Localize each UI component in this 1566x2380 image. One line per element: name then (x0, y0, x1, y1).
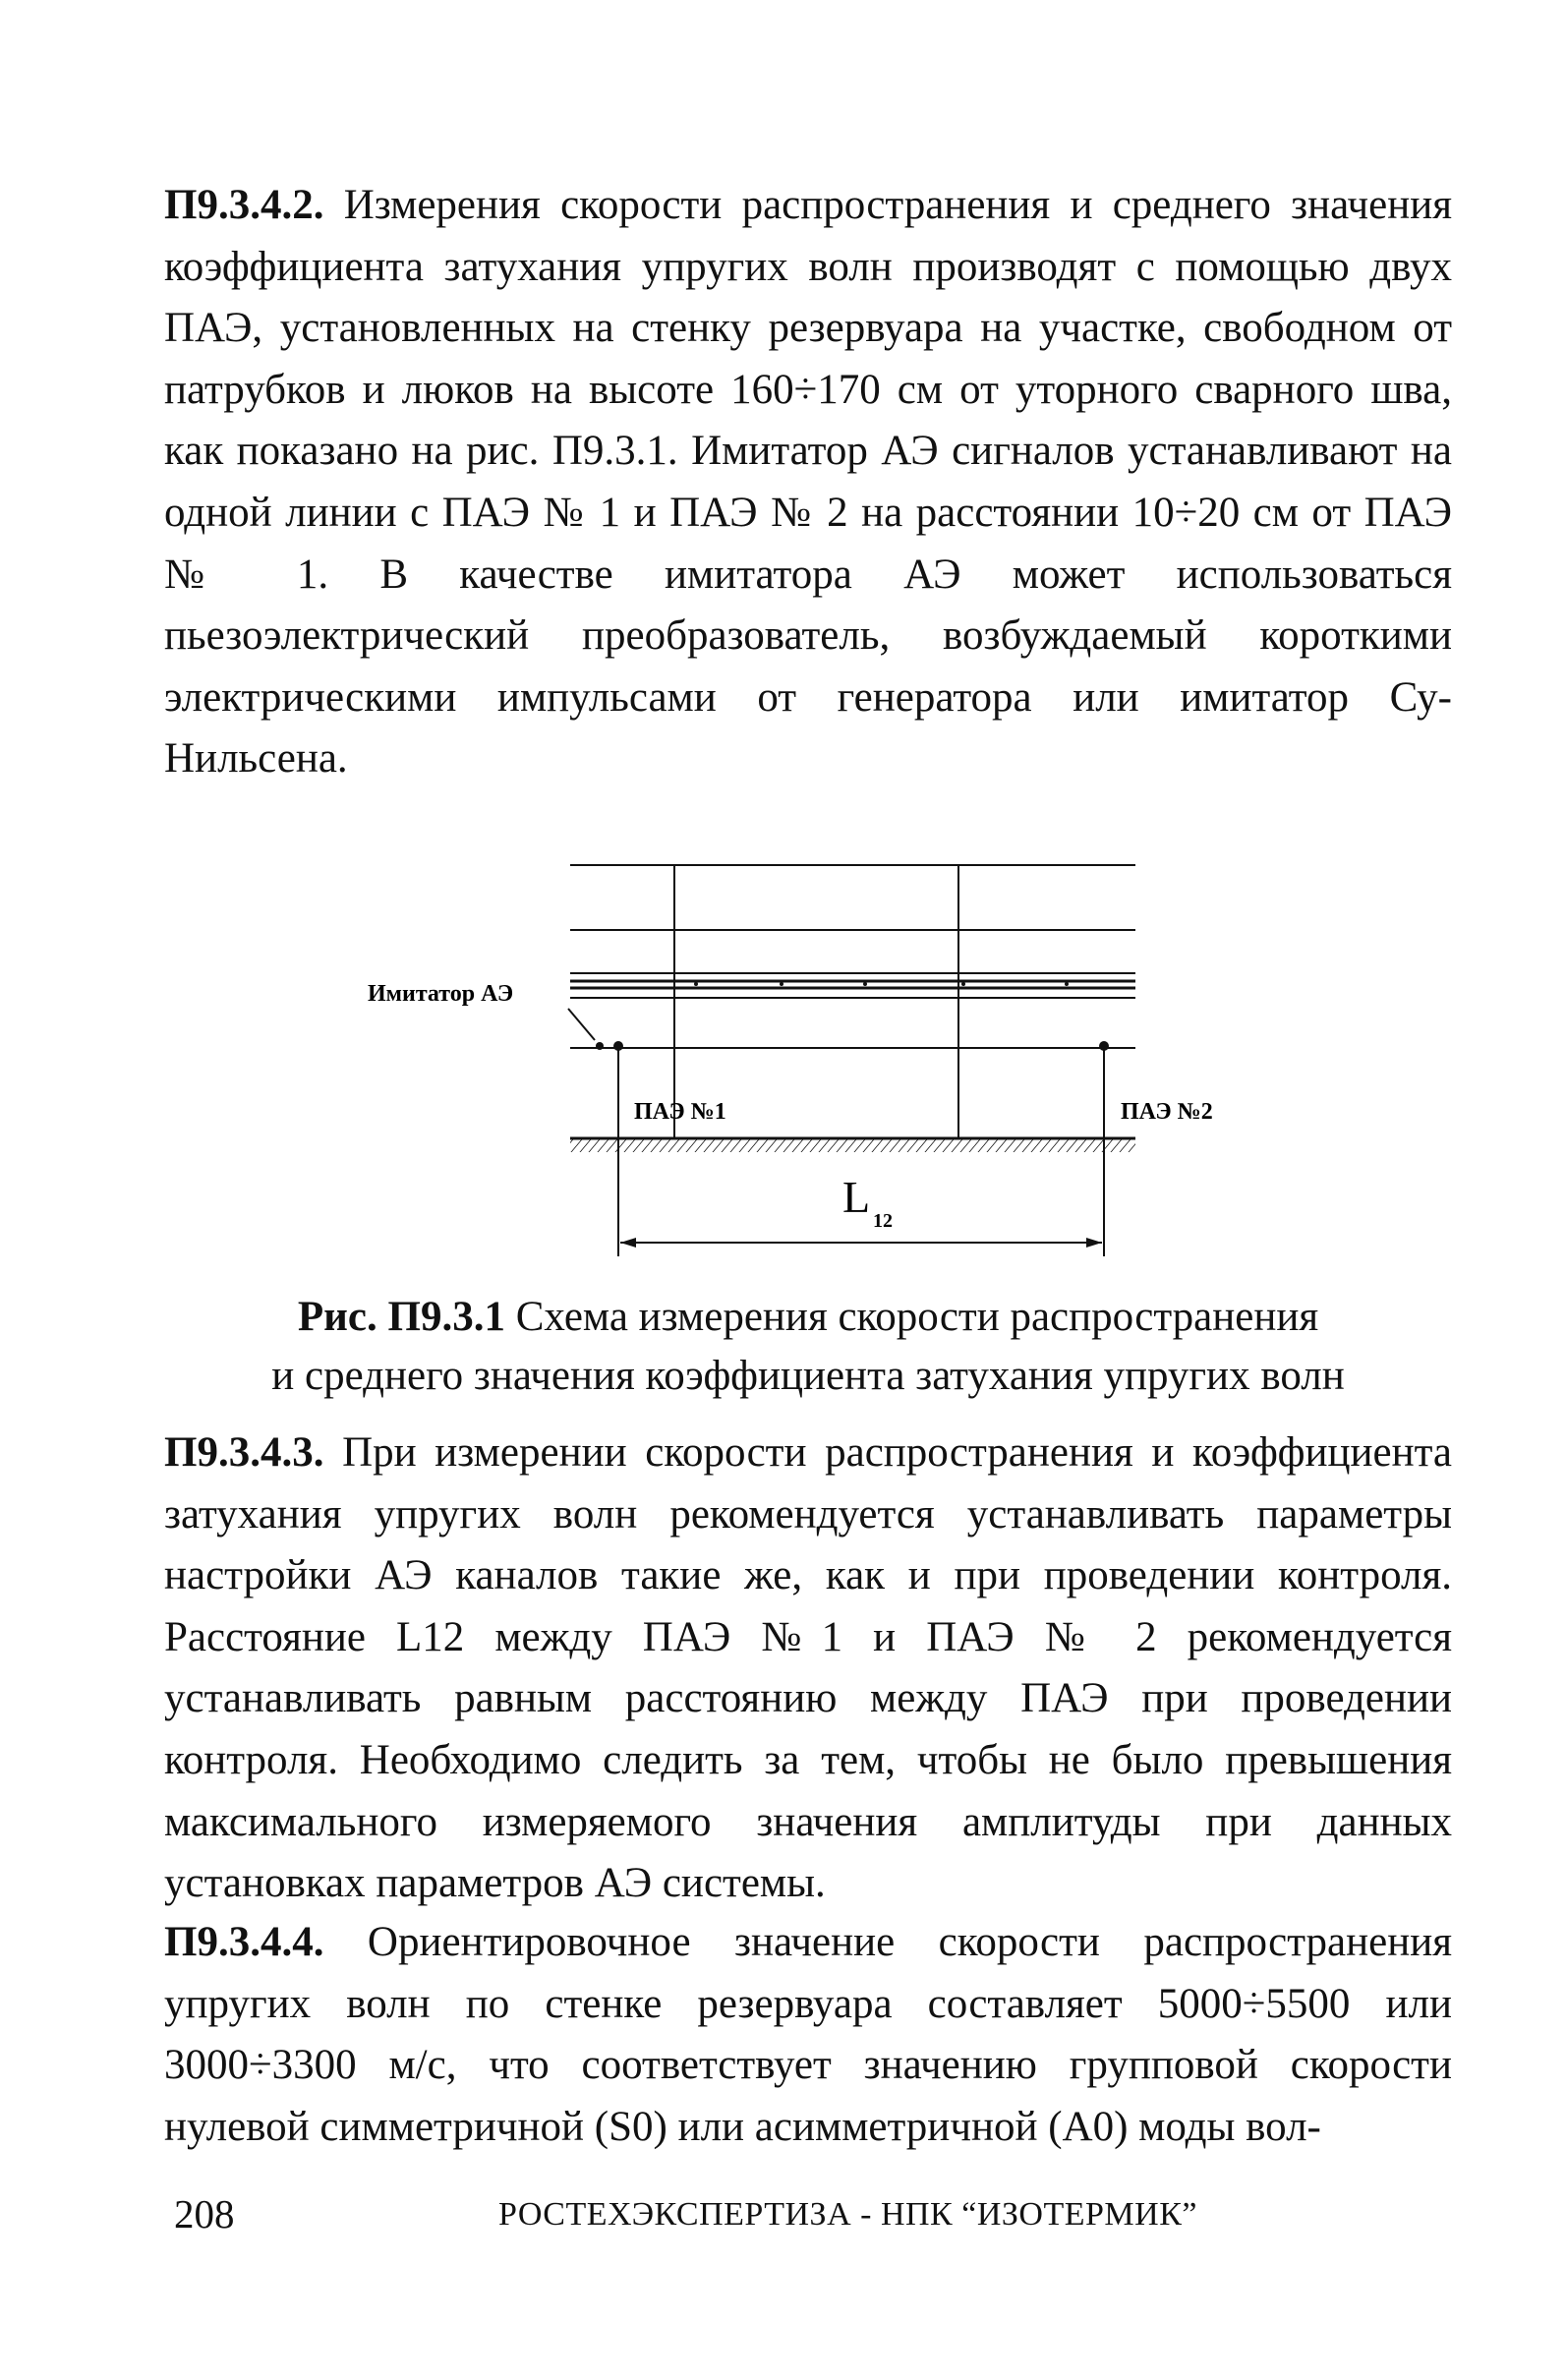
sensor1-marker (613, 1041, 623, 1051)
distance-label: L (842, 1172, 871, 1222)
caption-number: Рис. П9.3.1 (297, 1294, 505, 1340)
seam-dots (694, 982, 1069, 986)
ground-hatching (570, 1138, 1135, 1152)
page-footer (164, 2190, 1452, 2239)
page-number: 208 (174, 2191, 235, 2236)
paragraph-number: П9.3.4.4. (164, 1919, 324, 1965)
paragraph-p9-3-4-2 (164, 175, 1452, 790)
paragraph-text: Измерения скорости распространения и среднего значения коэффициента затухания упругих волн производят с помощью двух ПАЭ, установленных на стенку резервуара на участке, свободном от патрубков и люков на высоте 160÷170 см от уторного сварного шва, как показано на рис. П9.3.1. Имитатор АЭ сигналов устанавливают на одной линии с ПАЭ № 1 и ПАЭ № 2 на расстоянии 10÷20 см от ПАЭ № 1. В качестве имитатора АЭ может использоваться пьезоэлектрический преобразователь, возбуждаемый короткими электрическими импульсами от генератора или имитатор Су-Нильсена. (164, 182, 1452, 783)
caption-line1: Схема измерения скорости распространения (504, 1294, 1319, 1340)
sensor1-label: ПАЭ №1 (634, 1099, 726, 1125)
paragraph-p9-3-4-3 (164, 1422, 1452, 1915)
paragraph-text: При измерении скорости распространения и коэффициента затухания упругих волн рекомендуется устанавливать параметры настройки АЭ каналов такие же, как и при проведении контроля. Расстояние L12 между ПАЭ №1 и ПАЭ № 2 рекомендуется устанавливать равным расстоянию между ПАЭ при проведении контроля. Необходимо следить за тем, чтобы не было превышения максимального измеряемого значения амплитуды при данных установках параметров АЭ системы. (164, 1429, 1452, 1907)
caption-line2: и среднего значения коэффициента затухания упругих волн (271, 1353, 1345, 1399)
figure-caption (164, 1288, 1452, 1406)
sensor2-label: ПАЭ №2 (1121, 1099, 1213, 1125)
paragraph-number: П9.3.4.2. (164, 182, 324, 228)
dimension-arrow-left (620, 1238, 636, 1248)
publisher-footer: РОСТЕХЭКСПЕРТИЗА - НПК “ИЗОТЕРМИК” (498, 2196, 1197, 2233)
paragraph-text: Ориентировочное значение скорости распространения упругих волн по стенке резервуара составляет 5000÷5500 или 3000÷3300 м/с, что соответствует значению групповой скорости нулевой симметричной (S0) или асимметричной (A0) моды вол- (164, 1919, 1452, 2150)
simulator-marker (596, 1042, 604, 1050)
paragraph-p9-3-4-4 (164, 1912, 1452, 2158)
simulator-pointer (568, 1009, 595, 1040)
paragraph-number: П9.3.4.3. (164, 1429, 324, 1476)
measurement-scheme-diagram (334, 843, 1268, 1276)
sensor2-marker (1099, 1041, 1109, 1051)
distance-subscript: 12 (873, 1210, 893, 1232)
simulator-label: Имитатор АЭ (368, 981, 514, 1007)
dimension-arrow-right (1086, 1238, 1102, 1248)
